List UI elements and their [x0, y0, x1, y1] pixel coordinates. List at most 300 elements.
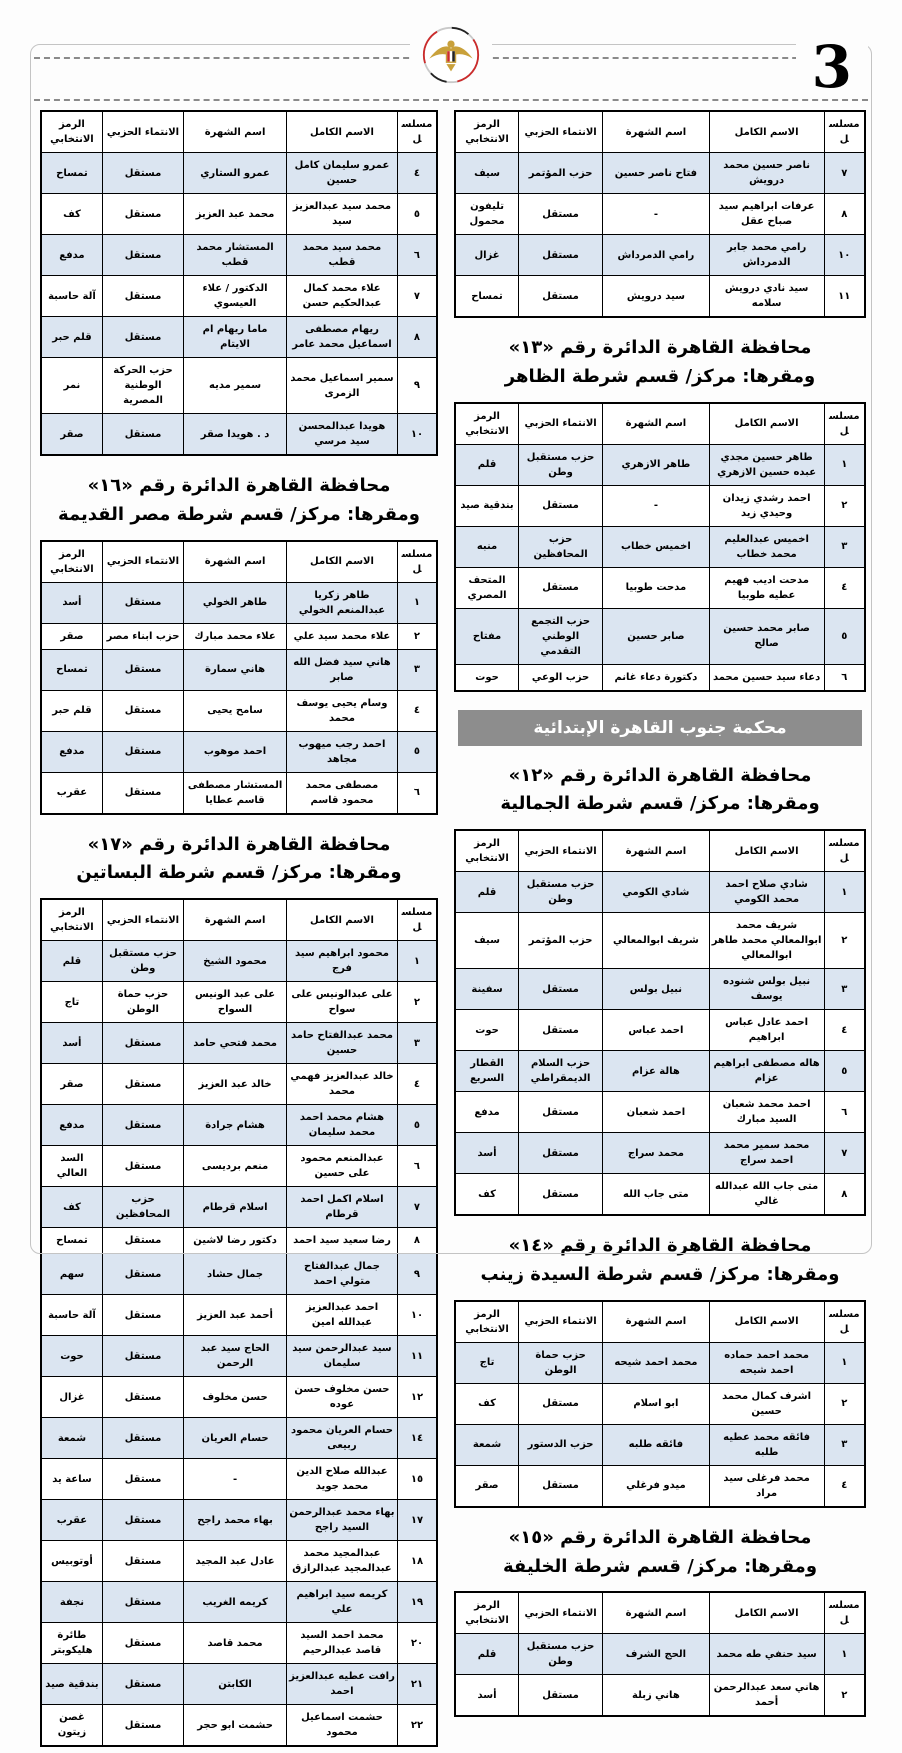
cell-symbol: حوت — [455, 664, 519, 691]
candidate-row — [455, 235, 865, 276]
cell-known-name: ميدو فرغلي — [603, 1465, 710, 1507]
cell-serial: ١٠ — [824, 235, 865, 276]
cell-symbol: كف — [41, 194, 102, 235]
cell-party: مستقل — [519, 276, 603, 318]
candidate-row — [41, 358, 437, 414]
district-location-line: ومقرها: مركز/ قسم شرطة الظاهر — [504, 365, 816, 387]
cell-serial: ٢٠ — [397, 1623, 437, 1664]
column-header: مسلسل — [824, 1592, 865, 1634]
candidate-row — [41, 1254, 437, 1295]
cell-known-name: دكتورة دعاء غانم — [603, 664, 710, 691]
cell-symbol: مدفع — [41, 235, 102, 276]
cell-full-name: جمال عبدالفتاح متولي احمد — [287, 1254, 398, 1295]
candidate-row — [41, 772, 437, 814]
cell-symbol: تمساح — [41, 649, 102, 690]
cell-full-name: شادي صلاح احمد محمد الكومي — [709, 872, 824, 913]
cell-known-name: ماما ريهام ام الايتام — [184, 317, 287, 358]
table-header-row — [455, 830, 865, 872]
cell-serial: ٦ — [824, 1092, 865, 1133]
column-header: مسلسل — [824, 111, 865, 153]
candidate-row — [455, 1465, 865, 1507]
cell-serial: ٥ — [824, 1051, 865, 1092]
cell-symbol: أسد — [41, 1023, 102, 1064]
cell-symbol: قلم — [455, 872, 519, 913]
cell-full-name: دعاء سيد حسين محمد — [709, 664, 824, 691]
cell-party: حزب الدستور — [519, 1424, 603, 1465]
cell-serial: ٢ — [397, 623, 437, 649]
cell-symbol: مفتاح — [455, 608, 519, 664]
candidate-row — [455, 1010, 865, 1051]
cell-full-name: اشرف كمال محمد حسين — [709, 1383, 824, 1424]
cell-party: مستقل — [102, 1541, 183, 1582]
cell-party: حزب المؤتمر — [519, 153, 603, 194]
cell-full-name: متى جاب الله عبدالله غالي — [709, 1174, 824, 1216]
candidate-row — [41, 941, 437, 982]
cell-serial: ١ — [824, 872, 865, 913]
cell-serial: ٤ — [397, 1064, 437, 1105]
column-header: اسم الشهرة — [184, 541, 287, 583]
cell-party: مستقل — [102, 1254, 183, 1295]
cell-serial: ٤ — [824, 1010, 865, 1051]
cell-symbol: أسد — [41, 582, 102, 623]
candidate-row — [41, 1295, 437, 1336]
cell-full-name: رضا سعيد سيد احمد — [287, 1228, 398, 1254]
cell-full-name: وسام يحيى يوسف محمد — [287, 690, 398, 731]
candidate-row — [41, 623, 437, 649]
cell-known-name: محمد فتحي حامد — [184, 1023, 287, 1064]
column-header: اسم الشهرة — [603, 403, 710, 445]
content-columns — [0, 104, 902, 1753]
cell-serial: ٧ — [397, 276, 437, 317]
column-header: الرمز الانتخابي — [455, 830, 519, 872]
candidate-row — [455, 276, 865, 318]
table-header-row — [455, 111, 865, 153]
cell-serial: ٥ — [397, 731, 437, 772]
candidate-row — [455, 567, 865, 608]
district-location-line: ومقرها: مركز/ قسم شرطة مصر القديمة — [58, 503, 420, 525]
cell-full-name: محمد سيد محمد قطب — [287, 235, 398, 276]
column-header: الانتماء الحزبي — [519, 830, 603, 872]
cell-known-name: المستشار مصطفى قاسم عطايا — [184, 772, 287, 814]
cell-party: مستقل — [102, 1336, 183, 1377]
cell-serial: ٣ — [824, 1424, 865, 1465]
cell-known-name: دكتور رضا لاشين — [184, 1228, 287, 1254]
cell-party: مستقل — [519, 1465, 603, 1507]
cell-known-name: احمد شعبان — [603, 1092, 710, 1133]
cell-party: مستقل — [102, 317, 183, 358]
left-column — [40, 110, 438, 1753]
candidates-table — [454, 1591, 866, 1717]
cell-full-name: طاهر زكريا عبدالمنعم الخولي — [287, 582, 398, 623]
cell-symbol: المتحف المصري — [455, 567, 519, 608]
cell-serial: ٧ — [824, 153, 865, 194]
cell-serial: ٨ — [397, 317, 437, 358]
cell-symbol: آلة حاسبة — [41, 276, 102, 317]
cell-party: مستقل — [519, 1133, 603, 1174]
cell-serial: ١١ — [397, 1336, 437, 1377]
cell-symbol: تليفون محمول — [455, 194, 519, 235]
cell-party: حزب مستقبل وطن — [519, 1634, 603, 1675]
cell-known-name: ابو اسلام — [603, 1383, 710, 1424]
district-title-line: محافظة القاهرة الدائرة رقم «١٧» — [87, 833, 391, 855]
cell-symbol: قلم — [455, 444, 519, 485]
cell-symbol: غزال — [41, 1377, 102, 1418]
candidate-row — [455, 1133, 865, 1174]
table-header-row — [455, 1301, 865, 1343]
cell-symbol: آلة حاسبة — [41, 1295, 102, 1336]
cell-party: مستقل — [102, 1023, 183, 1064]
cell-serial: ١٠ — [397, 414, 437, 456]
column-header: الاسم الكامل — [287, 541, 398, 583]
cell-party: مستقل — [102, 1146, 183, 1187]
table-header-row — [41, 111, 437, 153]
candidates-table — [40, 898, 438, 1747]
candidate-row — [455, 153, 865, 194]
cell-known-name: شادي الكومي — [603, 872, 710, 913]
cell-full-name: عبدالمنعم محمود على حسين — [287, 1146, 398, 1187]
cell-serial: ٦ — [397, 772, 437, 814]
candidate-row — [41, 1228, 437, 1254]
cell-known-name: هشام جرادة — [184, 1105, 287, 1146]
district-title-line: محافظة القاهرة الدائرة رقم «١٤» — [508, 1235, 812, 1257]
cell-serial: ٢٢ — [397, 1705, 437, 1747]
table-header-row — [455, 403, 865, 445]
cell-known-name: بهاء محمد راجح — [184, 1500, 287, 1541]
cell-symbol: ساعة يد — [41, 1459, 102, 1500]
candidates-table — [454, 829, 866, 1216]
cell-serial: ١ — [824, 444, 865, 485]
cell-known-name: متى جاب الله — [603, 1174, 710, 1216]
cell-party: مستقل — [519, 1010, 603, 1051]
cell-symbol: نجفة — [41, 1582, 102, 1623]
cell-serial: ٨ — [824, 1174, 865, 1216]
cell-symbol: تاج — [41, 982, 102, 1023]
cell-known-name: جمال حشاد — [184, 1254, 287, 1295]
cell-serial: ٥ — [397, 1105, 437, 1146]
cell-party: حزب المحافظين — [102, 1187, 183, 1228]
cell-full-name: اخميس عبدالعليم محمد خطاب — [709, 526, 824, 567]
cell-full-name: احمد محمد شعبان السيد مبارك — [709, 1092, 824, 1133]
cell-known-name: هاني زبلة — [603, 1675, 710, 1717]
cell-party: حزب الوعي — [519, 664, 603, 691]
cell-full-name: هاني سيد فضل الله صابر — [287, 649, 398, 690]
cell-symbol: سهم — [41, 1254, 102, 1295]
candidate-row — [455, 526, 865, 567]
cell-symbol: حوت — [455, 1010, 519, 1051]
district-location-line: ومقرها: مركز/ قسم شرطة الجمالية — [500, 793, 820, 815]
cell-party: حزب المحافظين — [519, 526, 603, 567]
cell-party: مستقل — [102, 414, 183, 456]
cell-known-name: سامح يحيى — [184, 690, 287, 731]
cell-party: مستقل — [102, 582, 183, 623]
cell-full-name: خالد عبدالعزيز فهمي محمد — [287, 1064, 398, 1105]
cell-full-name: هشام محمد احمد محمد سليمان — [287, 1105, 398, 1146]
cell-full-name: سيد عبدالرحمن سيد سليمان — [287, 1336, 398, 1377]
cell-party: مستقل — [102, 1228, 183, 1254]
egypt-emblem-icon — [422, 26, 480, 84]
cell-full-name: صابر محمد حسين صالح — [709, 608, 824, 664]
cell-known-name: الحج الشرف — [603, 1634, 710, 1675]
cell-symbol: سفينة — [455, 969, 519, 1010]
column-header: الانتماء الحزبي — [519, 111, 603, 153]
cell-party: حزب المؤتمر — [519, 913, 603, 969]
cell-full-name: اسلام اكمل احمد قرطام — [287, 1187, 398, 1228]
district-location-line: ومقرها: مركز/ قسم شرطة الخليفة — [502, 1555, 818, 1577]
column-header: مسلسل — [397, 541, 437, 583]
cell-serial: ٤ — [397, 690, 437, 731]
candidate-row — [455, 872, 865, 913]
cell-party: حزب السلام الديمقراطي — [519, 1051, 603, 1092]
cell-serial: ٨ — [397, 1228, 437, 1254]
cell-known-name: مدحت طوبيا — [603, 567, 710, 608]
cell-serial: ٤ — [824, 567, 865, 608]
candidate-row — [41, 1664, 437, 1705]
cell-serial: ١ — [824, 1342, 865, 1383]
cell-party: مستقل — [519, 1174, 603, 1216]
cell-serial: ١ — [824, 1634, 865, 1675]
cell-serial: ١٤ — [397, 1418, 437, 1459]
cell-serial: ٦ — [397, 235, 437, 276]
candidate-row — [41, 1023, 437, 1064]
cell-serial: ٢ — [397, 982, 437, 1023]
cell-symbol: تاج — [455, 1342, 519, 1383]
column-header: مسلسل — [824, 830, 865, 872]
cell-full-name: احمد رشدي زيدان وحيدي زيد — [709, 485, 824, 526]
cell-full-name: محمد سيد عبدالعزيز سيد — [287, 194, 398, 235]
cell-symbol: قلم — [41, 941, 102, 982]
cell-known-name: - — [603, 485, 710, 526]
candidate-row — [41, 982, 437, 1023]
cell-serial: ١٥ — [397, 1459, 437, 1500]
cell-symbol: تمساح — [455, 276, 519, 318]
candidate-row — [41, 1187, 437, 1228]
cell-party: مستقل — [102, 1064, 183, 1105]
cell-party: مستقل — [519, 235, 603, 276]
cell-full-name: كريمه سيد ابراهيم علي — [287, 1582, 398, 1623]
cell-full-name: محمد سمير محمد احمد سراج — [709, 1133, 824, 1174]
cell-symbol: تمساح — [41, 153, 102, 194]
cell-symbol: طائرة هليكوبتر — [41, 1623, 102, 1664]
column-header: الانتماء الحزبي — [519, 403, 603, 445]
cell-symbol: أسد — [455, 1675, 519, 1717]
candidate-row — [41, 194, 437, 235]
column-header: اسم الشهرة — [603, 111, 710, 153]
cell-party: حزب حماة الوطن — [102, 982, 183, 1023]
page-header — [0, 0, 902, 104]
candidate-row — [455, 444, 865, 485]
district-location-line: ومقرها: مركز/ قسم شرطة السيدة زينب — [480, 1263, 840, 1285]
cell-full-name: نبيل بولس شنوده يوسف — [709, 969, 824, 1010]
cell-symbol: مدفع — [41, 731, 102, 772]
cell-full-name: فائقه محمد عطيه طلبه — [709, 1424, 824, 1465]
cell-symbol: أسد — [455, 1133, 519, 1174]
cell-symbol: قلم — [455, 1634, 519, 1675]
district-section-header — [454, 1232, 866, 1290]
column-header: الاسم الكامل — [709, 111, 824, 153]
cell-symbol: تمساح — [41, 1228, 102, 1254]
cell-known-name: طاهر الخولي — [184, 582, 287, 623]
cell-full-name: على عبدالونيس على سواح — [287, 982, 398, 1023]
cell-known-name: رامي الدمرداش — [603, 235, 710, 276]
district-title-line: محافظة القاهرة الدائرة رقم «١٦» — [87, 475, 391, 496]
cell-full-name: عبدالمجيد محمد عبدالمجيد عبدالرازق — [287, 1541, 398, 1582]
cell-known-name: احمد عباس — [603, 1010, 710, 1051]
cell-party: مستقل — [519, 567, 603, 608]
cell-serial: ١٠ — [397, 1295, 437, 1336]
cell-symbol: نمر — [41, 358, 102, 414]
column-header: مسلسل — [824, 1301, 865, 1343]
candidate-row — [41, 1541, 437, 1582]
cell-known-name: أحمد عبد العزيز — [184, 1295, 287, 1336]
cell-full-name: رامي محمد جابر الدمرداش — [709, 235, 824, 276]
cell-party: مستقل — [102, 235, 183, 276]
cell-party: مستقل — [102, 731, 183, 772]
candidate-row — [455, 1051, 865, 1092]
district-section-header — [40, 831, 438, 889]
district-section-header — [454, 1524, 866, 1582]
column-header: الانتماء الحزبي — [102, 899, 183, 941]
cell-known-name: - — [184, 1459, 287, 1500]
column-header: الرمز الانتخابي — [455, 403, 519, 445]
cell-known-name: محمود الشيخ — [184, 941, 287, 982]
cell-serial: ٢١ — [397, 1664, 437, 1705]
cell-full-name: هويدا عبدالمحسن سيد مرسي — [287, 414, 398, 456]
candidate-row — [455, 1174, 865, 1216]
cell-serial: ١ — [397, 582, 437, 623]
cell-serial: ٢ — [824, 485, 865, 526]
cell-party: مستقل — [102, 1623, 183, 1664]
cell-serial: ٣ — [824, 526, 865, 567]
column-header: اسم الشهرة — [603, 1592, 710, 1634]
cell-party: مستقل — [102, 1705, 183, 1747]
cell-full-name: احمد عادل عباس ابراهيم — [709, 1010, 824, 1051]
cell-party: حزب حماة الوطن — [519, 1342, 603, 1383]
cell-party: مستقل — [102, 194, 183, 235]
candidate-row — [455, 1383, 865, 1424]
cell-serial: ١٧ — [397, 1500, 437, 1541]
candidate-row — [41, 690, 437, 731]
column-header: الرمز الانتخابي — [41, 111, 102, 153]
candidate-row — [41, 235, 437, 276]
candidate-row — [41, 1623, 437, 1664]
cell-known-name: هاني سمارة — [184, 649, 287, 690]
cell-full-name: سيد نادي درويش سلامه — [709, 276, 824, 318]
cell-symbol: قلم حبر — [41, 690, 102, 731]
cell-serial: ١ — [397, 941, 437, 982]
candidate-row — [41, 1582, 437, 1623]
cell-party: مستقل — [102, 772, 183, 814]
cell-full-name: حسن مخلوف حسن عوده — [287, 1377, 398, 1418]
cell-symbol: مدفع — [41, 1105, 102, 1146]
cell-symbol: القطار السريع — [455, 1051, 519, 1092]
page-number: 3 — [796, 38, 868, 96]
candidate-row — [455, 1424, 865, 1465]
cell-known-name: كريمه الغريب — [184, 1582, 287, 1623]
cell-full-name: محمد احمد السيد قاصد عبدالرحيم — [287, 1623, 398, 1664]
cell-party: مستقل — [519, 1675, 603, 1717]
cell-serial: ٦ — [397, 1146, 437, 1187]
cell-serial: ٩ — [397, 1254, 437, 1295]
candidate-row — [41, 1146, 437, 1187]
candidates-table — [454, 1300, 866, 1508]
court-banner-label: محكمة جنوب القاهرة الإبتدائية — [533, 717, 787, 738]
cell-full-name: عمرو سليمان كامل حسين — [287, 153, 398, 194]
right-column — [454, 110, 866, 1723]
cell-known-name: الكابتن — [184, 1664, 287, 1705]
cell-symbol: صقر — [41, 414, 102, 456]
cell-serial: ٤ — [397, 153, 437, 194]
column-header: الانتماء الحزبي — [102, 541, 183, 583]
cell-party: مستقل — [519, 969, 603, 1010]
candidate-row — [455, 194, 865, 235]
candidate-row — [41, 1418, 437, 1459]
cell-symbol: منبه — [455, 526, 519, 567]
candidate-row — [41, 582, 437, 623]
cell-symbol: صقر — [41, 1064, 102, 1105]
cell-known-name: نبيل بولس — [603, 969, 710, 1010]
cell-known-name: محمد قاصد — [184, 1623, 287, 1664]
column-header: الرمز الانتخابي — [455, 1592, 519, 1634]
column-header: الانتماء الحزبي — [519, 1301, 603, 1343]
cell-symbol: عقرب — [41, 772, 102, 814]
candidate-row — [455, 1675, 865, 1717]
cell-full-name: شريف محمد ابوالمعالي محمد طاهر ابوالمعالي — [709, 913, 824, 969]
column-header: الرمز الانتخابي — [455, 111, 519, 153]
candidate-row — [41, 414, 437, 456]
cell-known-name: صابر حسين — [603, 608, 710, 664]
cell-serial: ٧ — [824, 1133, 865, 1174]
cell-full-name: ريهام مصطفى اسماعيل محمد عامر — [287, 317, 398, 358]
column-header: مسلسل — [397, 111, 437, 153]
cell-serial: ٦ — [824, 664, 865, 691]
cell-party: مستقل — [102, 1377, 183, 1418]
cell-known-name: هالة عزام — [603, 1051, 710, 1092]
candidate-row — [41, 1064, 437, 1105]
cell-known-name: احمد موهوب — [184, 731, 287, 772]
cell-symbol: سيف — [455, 153, 519, 194]
cell-known-name: طاهر الازهري — [603, 444, 710, 485]
cell-known-name: اسلام قرطام — [184, 1187, 287, 1228]
cell-full-name: عرفات ابراهيم سيد صباح عقل — [709, 194, 824, 235]
candidate-row — [41, 649, 437, 690]
cell-party: مستقل — [102, 153, 183, 194]
cell-symbol: سيف — [455, 913, 519, 969]
cell-party: مستقل — [102, 1582, 183, 1623]
cell-full-name: سمير اسماعيل محمد الزمرى — [287, 358, 398, 414]
column-header: مسلسل — [824, 403, 865, 445]
header-dashed-rule-bottom — [34, 99, 868, 101]
cell-party: حزب مستقبل وطن — [519, 444, 603, 485]
cell-symbol: مدفع — [455, 1092, 519, 1133]
cell-symbol: كف — [455, 1383, 519, 1424]
cell-known-name: سمير مديه — [184, 358, 287, 414]
cell-serial: ٣ — [397, 1023, 437, 1064]
cell-party: مستقل — [102, 1418, 183, 1459]
candidate-row — [41, 317, 437, 358]
cell-known-name: خالد عبد العزيز — [184, 1064, 287, 1105]
district-section-header — [40, 472, 438, 530]
cell-known-name: شريف ابوالمعالي — [603, 913, 710, 969]
cell-symbol: حوت — [41, 1336, 102, 1377]
cell-symbol: كف — [41, 1187, 102, 1228]
cell-serial: ٢ — [824, 1675, 865, 1717]
column-header: الاسم الكامل — [709, 403, 824, 445]
district-section-header — [454, 334, 866, 392]
cell-known-name: فائقه طلبه — [603, 1424, 710, 1465]
cell-symbol: شمعة — [41, 1418, 102, 1459]
cell-full-name: احمد عبدالعزيز عبدالله امين — [287, 1295, 398, 1336]
candidate-row — [41, 1459, 437, 1500]
